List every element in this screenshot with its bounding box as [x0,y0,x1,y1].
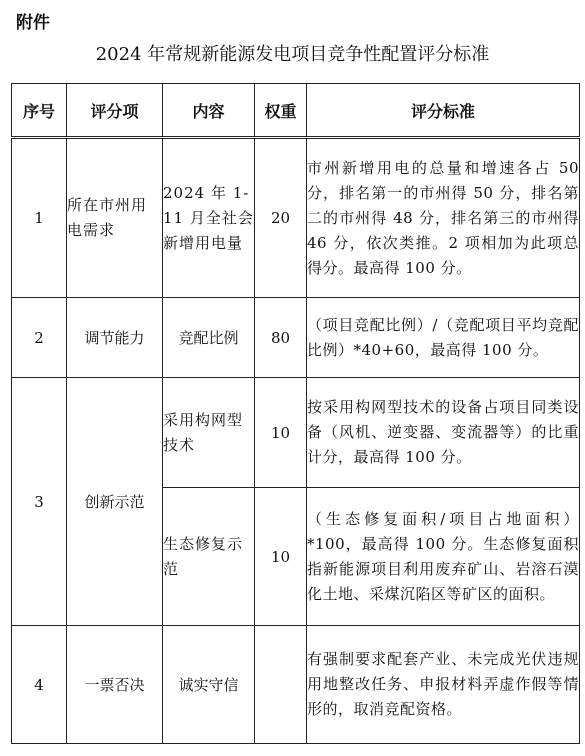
column-header-standard: 评分标准 [307,84,580,138]
row-item: 调节能力 [67,298,163,378]
row-item: 所在市州用电需求 [67,138,163,298]
row-number: 2 [12,298,67,378]
table-row [12,138,580,298]
row-standard: 有强制要求配套产业、未完成光伏违规用地整改任务、申报材料弄虚作假等情形的，取消竞配资格。 [307,626,580,744]
table-row [12,626,580,744]
row-content: 生态修复示范 [163,488,255,626]
column-header-weight: 权重 [255,84,307,138]
row-number: 4 [12,626,67,744]
row-standard: 市州新增用电的总量和增速各占 50 分，排名第一的市州得 50 分，排名第二的市州得 48 分，排名第三的市州得 46 分，依次类推。2 项相加为此项总得分。最高得 100 分。 [307,138,580,298]
row-weight [255,626,307,744]
row-number: 1 [12,138,67,298]
row-weight: 10 [255,378,307,488]
attachment-label: 附件 [16,13,50,33]
column-header-no: 序号 [12,84,67,138]
row-item: 一票否决 [67,626,163,744]
scoring-table [11,83,580,744]
row-content: 采用构网型技术 [163,378,255,488]
row-content: 2024 年 1-11 月全社会新增用电量 [163,138,255,298]
table-row [12,378,580,488]
document-title: 2024 年常规新能源发电项目竞争性配置评分标准 [95,44,490,65]
row-standard: （生态修复面积/项目占地面积）*100，最高得 100 分。生态修复面积指新能源项目利用废弃矿山、岩溶石漠化土地、采煤沉陷区等矿区的面积。 [307,488,580,626]
row-content: 竞配比例 [163,298,255,378]
table-row [12,298,580,378]
row-content: 诚实守信 [163,626,255,744]
table-header-row [12,84,580,138]
column-header-item: 评分项 [67,84,163,138]
row-item: 创新示范 [67,378,163,626]
row-standard: 按采用构网型技术的设备占项目同类设备（风机、逆变器、变流器等）的比重计分，最高得 100 分。 [307,378,580,488]
row-weight: 20 [255,138,307,298]
row-weight: 80 [255,298,307,378]
row-standard: （项目竞配比例）/（竞配项目平均竞配比例）*40+60，最高得 100 分。 [307,298,580,378]
row-weight: 10 [255,488,307,626]
column-header-content: 内容 [163,84,255,138]
row-number: 3 [12,378,67,626]
